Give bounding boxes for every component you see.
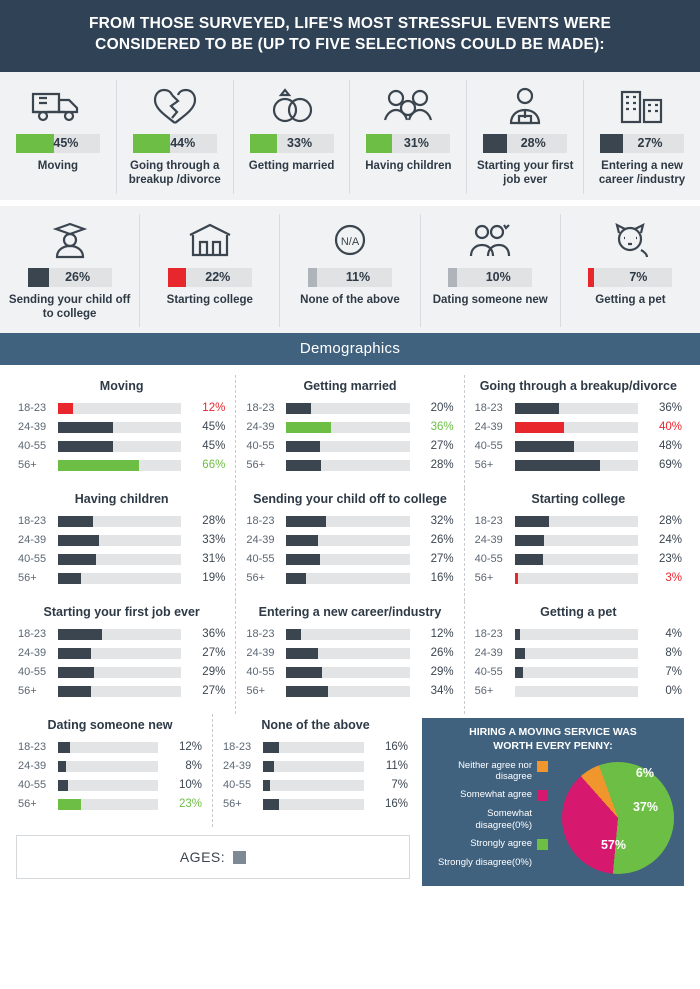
- demo-track: [515, 535, 638, 546]
- demo-line: [246, 647, 453, 659]
- demo-line: [475, 685, 682, 697]
- pie-slice-label-neither: 6%: [635, 765, 654, 780]
- event-bar-new-career: [600, 134, 684, 153]
- demo-value: 66%: [202, 459, 226, 472]
- pie-title-line-1: HIRING A MOVING SERVICE WAS: [469, 726, 637, 739]
- demo-track: [58, 516, 181, 527]
- demo-group-title: Starting college: [531, 492, 626, 507]
- demo-line: [246, 421, 453, 433]
- demo-line: [246, 459, 453, 471]
- event-value-moving: 45%: [53, 136, 79, 151]
- age-label: 56+: [223, 798, 242, 811]
- demographics-row-3: [8, 601, 692, 714]
- demo-track: [286, 460, 409, 471]
- demo-track: [58, 799, 158, 810]
- demo-track: [58, 403, 181, 414]
- legend-swatch-icon: [537, 839, 548, 850]
- event-bar-pet: [588, 268, 672, 287]
- age-label: 40-55: [18, 553, 47, 566]
- demo-value: 28%: [658, 515, 682, 528]
- college-building-icon: [144, 218, 275, 262]
- demo-track: [58, 667, 181, 678]
- event-bar-first-job: [483, 134, 567, 153]
- age-label: 24-39: [18, 760, 47, 773]
- demo-line: [18, 628, 225, 640]
- demo-group-first-job: [8, 601, 236, 714]
- event-bar-starting-college: [168, 268, 252, 287]
- legend-label: Somewhat agree: [460, 789, 532, 801]
- demo-line: [475, 515, 682, 527]
- demo-line: [475, 572, 682, 584]
- legend-label: Somewhat disagree(0%): [475, 808, 532, 831]
- demo-line: [475, 534, 682, 546]
- legend-label: Neither agree nor disagree: [458, 759, 532, 783]
- demo-line: [475, 553, 682, 565]
- age-label: 40-55: [474, 440, 503, 453]
- demo-group-title: Dating someone new: [47, 718, 173, 733]
- stressful-events-row-2: [0, 206, 700, 334]
- event-label-breakup: Going through a breakup /divorce: [128, 159, 221, 187]
- demo-track: [58, 422, 181, 433]
- demo-line: [18, 798, 202, 810]
- demo-track: [286, 422, 409, 433]
- stressful-events-row-1: [0, 72, 700, 200]
- event-value-breakup: 44%: [170, 136, 196, 151]
- age-label: 18-23: [18, 402, 47, 415]
- demo-track: [263, 761, 364, 772]
- office-worker-icon: [471, 84, 579, 128]
- age-label: 18-23: [246, 402, 275, 415]
- demo-line: [18, 572, 225, 584]
- demo-track: [58, 648, 181, 659]
- age-label: 18-23: [474, 628, 503, 641]
- demo-value: 8%: [185, 760, 202, 773]
- demo-value: 29%: [202, 666, 226, 679]
- event-value-starting-college: 22%: [205, 270, 231, 285]
- demo-track: [58, 761, 158, 772]
- age-label: 24-39: [18, 647, 47, 660]
- demo-value: 28%: [430, 459, 454, 472]
- demo-value: 16%: [430, 572, 454, 585]
- event-label-none: None of the above: [300, 293, 400, 306]
- demo-line: [246, 515, 453, 527]
- demo-group-none-of-above: [213, 714, 418, 827]
- demo-line: [18, 459, 225, 471]
- event-bar-child-college: [28, 268, 112, 287]
- demo-track: [515, 441, 638, 452]
- demo-value: 16%: [384, 798, 408, 811]
- event-card-moving[interactable]: [0, 80, 117, 194]
- age-label: 56+: [18, 572, 37, 585]
- demo-track: [286, 441, 409, 452]
- event-bar-children: [366, 134, 450, 153]
- demo-line: [475, 459, 682, 471]
- age-label: 40-55: [246, 440, 275, 453]
- demo-track: [515, 573, 638, 584]
- demo-line: [246, 553, 453, 565]
- legend-item-strongly-agree: [430, 838, 548, 850]
- demo-track: [515, 422, 638, 433]
- age-label: 18-23: [18, 515, 47, 528]
- event-card-breakup[interactable]: [117, 80, 234, 194]
- event-card-children[interactable]: [350, 80, 467, 194]
- event-value-none: 11%: [345, 270, 371, 285]
- event-bar-breakup: [133, 134, 217, 153]
- event-label-first-job: Starting your first job ever: [476, 159, 574, 187]
- demo-group-title: Moving: [99, 379, 144, 394]
- demo-line: [18, 741, 202, 753]
- age-label: 56+: [246, 459, 265, 472]
- demo-track: [58, 780, 158, 791]
- demo-group-dating: [8, 714, 213, 827]
- ages-label: AGES:: [179, 849, 226, 866]
- legend-item-strongly-disagree: [430, 857, 548, 869]
- demo-line: [475, 440, 682, 452]
- event-bar-moving: [16, 134, 100, 153]
- demo-value: 16%: [384, 741, 408, 754]
- demo-track: [515, 460, 638, 471]
- demo-value: 48%: [658, 440, 682, 453]
- demo-track: [58, 460, 181, 471]
- demo-value: 4%: [665, 628, 682, 641]
- event-card-new-career[interactable]: [584, 80, 700, 194]
- demo-value: 33%: [202, 534, 226, 547]
- family-children-icon: [354, 84, 462, 128]
- legend-item-somewhat-disagree: [430, 808, 548, 831]
- event-value-pet: 7%: [629, 270, 648, 285]
- demo-line: [246, 666, 453, 678]
- demo-line: [246, 685, 453, 697]
- demo-track: [58, 554, 181, 565]
- age-label: 40-55: [246, 553, 275, 566]
- event-bar-married: [250, 134, 334, 153]
- age-label: 24-39: [18, 421, 47, 434]
- demo-track: [515, 516, 638, 527]
- age-label: 40-55: [474, 553, 503, 566]
- demo-value: 7%: [665, 666, 682, 679]
- pie-slice-label-somewhat: 37%: [632, 799, 658, 814]
- demo-track: [263, 799, 364, 810]
- demographics-body: [0, 365, 700, 886]
- age-label: 40-55: [18, 779, 47, 792]
- demo-line: [18, 534, 225, 546]
- demo-value: 34%: [430, 685, 454, 698]
- demo-value: 12%: [430, 628, 454, 641]
- ages-legend: [16, 835, 410, 879]
- demo-group-title: Going through a breakup/divorce: [479, 379, 677, 394]
- demo-track: [515, 667, 638, 678]
- age-label: 56+: [18, 798, 37, 811]
- demo-group-title: None of the above: [261, 718, 370, 733]
- demo-track: [58, 573, 181, 584]
- demo-value: 23%: [658, 553, 682, 566]
- pie-slice-label-strongly: 57%: [600, 837, 626, 852]
- event-card-married[interactable]: [234, 80, 351, 194]
- legend-swatch-icon: [537, 809, 548, 820]
- demo-track: [286, 403, 409, 414]
- demo-track: [515, 554, 638, 565]
- demo-line: [246, 628, 453, 640]
- demo-track: [515, 648, 638, 659]
- event-label-children: Having children: [365, 159, 452, 172]
- dating-couple-icon: [425, 218, 556, 262]
- demo-track: [58, 535, 181, 546]
- demo-value: 12%: [202, 402, 226, 415]
- event-bar-none: [308, 268, 392, 287]
- age-label: 18-23: [246, 515, 275, 528]
- demo-track: [263, 742, 364, 753]
- event-card-first-job[interactable]: [467, 80, 584, 194]
- event-label-child-college: Sending your child off to college: [8, 293, 131, 320]
- demo-value: 29%: [430, 666, 454, 679]
- demo-track: [58, 686, 181, 697]
- demo-line: [18, 779, 202, 791]
- demo-line: [475, 628, 682, 640]
- demo-group-title: Getting married: [303, 379, 397, 394]
- age-label: 40-55: [18, 666, 47, 679]
- event-value-married: 33%: [287, 136, 313, 151]
- legend-item-neither: [430, 760, 548, 783]
- moving-truck-icon: [4, 84, 112, 128]
- age-label: 56+: [18, 685, 37, 698]
- age-label: 18-23: [18, 628, 47, 641]
- demo-track: [286, 554, 409, 565]
- age-label: 40-55: [223, 779, 252, 792]
- ages-swatch-icon: [233, 851, 246, 864]
- demo-value: 27%: [202, 685, 226, 698]
- demographics-row-1: [8, 375, 692, 488]
- demo-line: [475, 421, 682, 433]
- legend-swatch-icon: [537, 858, 548, 869]
- demo-line: [18, 760, 202, 772]
- age-label: 18-23: [223, 741, 252, 754]
- demo-value: 45%: [202, 421, 226, 434]
- age-label: 18-23: [246, 628, 275, 641]
- demo-value: 40%: [658, 421, 682, 434]
- demo-track: [286, 667, 409, 678]
- event-bar-dating: [448, 268, 532, 287]
- age-label: 24-39: [246, 421, 275, 434]
- demo-group-having-children: [8, 488, 236, 601]
- event-value-new-career: 27%: [637, 136, 663, 151]
- event-label-starting-college: Starting college: [166, 293, 253, 306]
- demo-track: [286, 535, 409, 546]
- event-label-new-career: Entering a new career /industry: [598, 159, 686, 187]
- demo-line: [246, 572, 453, 584]
- demo-value: 26%: [430, 647, 454, 660]
- event-card-none[interactable]: [280, 214, 420, 328]
- demo-value: 45%: [202, 440, 226, 453]
- demographics-row-4: [8, 714, 692, 886]
- broken-heart-icon: [121, 84, 229, 128]
- demo-line: [223, 798, 408, 810]
- demo-track: [286, 648, 409, 659]
- demo-value: 8%: [665, 647, 682, 660]
- demo-value: 24%: [658, 534, 682, 547]
- age-label: 24-39: [18, 534, 47, 547]
- office-buildings-icon: [588, 84, 696, 128]
- demo-line: [246, 534, 453, 546]
- demo-track: [515, 629, 638, 640]
- demo-value: 36%: [430, 421, 454, 434]
- demo-group-getting-pet: [465, 601, 692, 714]
- age-label: 24-39: [223, 760, 252, 773]
- event-card-starting-college[interactable]: [140, 214, 280, 328]
- pie-chart-panel: [422, 718, 684, 886]
- demo-line: [18, 402, 225, 414]
- event-value-child-college: 26%: [65, 270, 91, 285]
- age-label: 24-39: [246, 534, 275, 547]
- demo-track: [515, 686, 638, 697]
- legend-label: Strongly disagree(0%): [438, 857, 532, 869]
- demo-group-new-career: [236, 601, 464, 714]
- event-label-pet: Getting a pet: [595, 293, 666, 306]
- demo-line: [18, 440, 225, 452]
- demo-value: 28%: [202, 515, 226, 528]
- legend-label: Strongly agree: [470, 838, 532, 850]
- demographics-section-title: Demographics: [0, 333, 700, 365]
- demo-line: [18, 647, 225, 659]
- demo-line: [223, 779, 408, 791]
- demo-value: 0%: [665, 685, 682, 698]
- event-card-pet[interactable]: [561, 214, 700, 328]
- demo-line: [18, 666, 225, 678]
- demo-line: [18, 553, 225, 565]
- event-label-married: Getting married: [248, 159, 335, 172]
- demo-value: 10%: [178, 779, 202, 792]
- demo-group-starting-college: [465, 488, 692, 601]
- demo-track: [286, 516, 409, 527]
- legend-swatch-icon: [537, 761, 548, 772]
- page-header: [0, 0, 700, 72]
- demo-value: 27%: [430, 440, 454, 453]
- age-label: 24-39: [474, 647, 503, 660]
- demo-group-title: Starting your first job ever: [43, 605, 200, 620]
- demo-value: 19%: [202, 572, 226, 585]
- demo-track: [515, 403, 638, 414]
- event-label-dating: Dating someone new: [432, 293, 548, 306]
- demo-value: 32%: [430, 515, 454, 528]
- age-label: 18-23: [18, 741, 47, 754]
- pie-chart: [562, 762, 674, 874]
- age-label: 24-39: [474, 421, 503, 434]
- pie-holder: [548, 760, 676, 877]
- age-label: 18-23: [474, 515, 503, 528]
- demo-value: 3%: [665, 572, 682, 585]
- demo-line: [475, 647, 682, 659]
- demo-value: 36%: [658, 402, 682, 415]
- demo-track: [263, 780, 364, 791]
- demo-line: [18, 515, 225, 527]
- demo-line: [475, 666, 682, 678]
- age-label: 24-39: [474, 534, 503, 547]
- event-value-children: 31%: [403, 136, 429, 151]
- demo-value: 7%: [391, 779, 408, 792]
- demo-group-getting-married: [236, 375, 464, 488]
- demographics-row-2: [8, 488, 692, 601]
- demo-value: 31%: [202, 553, 226, 566]
- age-label: 56+: [474, 459, 494, 472]
- demo-value: 36%: [202, 628, 226, 641]
- demo-group-title: Having children: [74, 492, 169, 507]
- age-label: 56+: [474, 685, 494, 698]
- age-label: 24-39: [246, 647, 275, 660]
- age-label: 56+: [246, 685, 265, 698]
- event-value-first-job: 28%: [520, 136, 546, 151]
- age-label: 40-55: [246, 666, 275, 679]
- demo-track: [58, 629, 181, 640]
- demo-group-child-college: [236, 488, 464, 601]
- event-label-moving: Moving: [37, 159, 79, 172]
- demo-line: [246, 440, 453, 452]
- demo-line: [223, 760, 408, 772]
- demo-line: [475, 402, 682, 414]
- wedding-rings-icon: [238, 84, 346, 128]
- age-label: 56+: [246, 572, 265, 585]
- demo-track: [286, 686, 409, 697]
- demo-group-breakup: [465, 375, 692, 488]
- event-value-dating: 10%: [485, 270, 511, 285]
- demo-track: [286, 629, 409, 640]
- pet-cat-icon: [565, 218, 696, 262]
- demo-line: [18, 685, 225, 697]
- demo-group-title: Getting a pet: [540, 605, 617, 620]
- demo-track: [58, 441, 181, 452]
- legend-swatch-icon: [537, 790, 548, 801]
- demo-line: [223, 741, 408, 753]
- demo-value: 23%: [178, 798, 202, 811]
- pie-legend: [430, 760, 548, 877]
- event-card-dating[interactable]: [421, 214, 561, 328]
- age-label: 56+: [474, 572, 494, 585]
- demo-group-title: Entering a new career/industry: [258, 605, 442, 620]
- demo-line: [246, 402, 453, 414]
- demo-track: [286, 573, 409, 584]
- demo-value: 11%: [385, 760, 408, 773]
- demo-value: 20%: [430, 402, 454, 415]
- event-card-child-college[interactable]: [0, 214, 140, 328]
- age-label: 40-55: [474, 666, 503, 679]
- demo-value: 26%: [430, 534, 454, 547]
- demo-group-moving: [8, 375, 236, 488]
- demo-group-title: Sending your child off to college: [253, 492, 447, 507]
- header-line-1: FROM THOSE SURVEYED, LIFE'S MOST STRESSFUL EVENTS WERE: [88, 15, 612, 32]
- demo-value: 12%: [178, 741, 202, 754]
- graduate-student-icon: [4, 218, 135, 262]
- demo-value: 69%: [658, 459, 682, 472]
- header-line-2: CONSIDERED TO BE (UP TO FIVE SELECTIONS COULD BE MADE):: [95, 35, 605, 53]
- age-label: 40-55: [18, 440, 47, 453]
- not-applicable-icon: [284, 218, 415, 262]
- age-label: 18-23: [474, 402, 503, 415]
- demo-value: 27%: [430, 553, 454, 566]
- pie-title-line-2: WORTH EVERY PENNY:: [493, 739, 613, 752]
- demo-line: [18, 421, 225, 433]
- age-label: 56+: [18, 459, 37, 472]
- demo-track: [58, 742, 158, 753]
- demo-value: 27%: [202, 647, 226, 660]
- svg-text:N/A: N/A: [340, 235, 360, 248]
- legend-item-somewhat-agree: [430, 789, 548, 801]
